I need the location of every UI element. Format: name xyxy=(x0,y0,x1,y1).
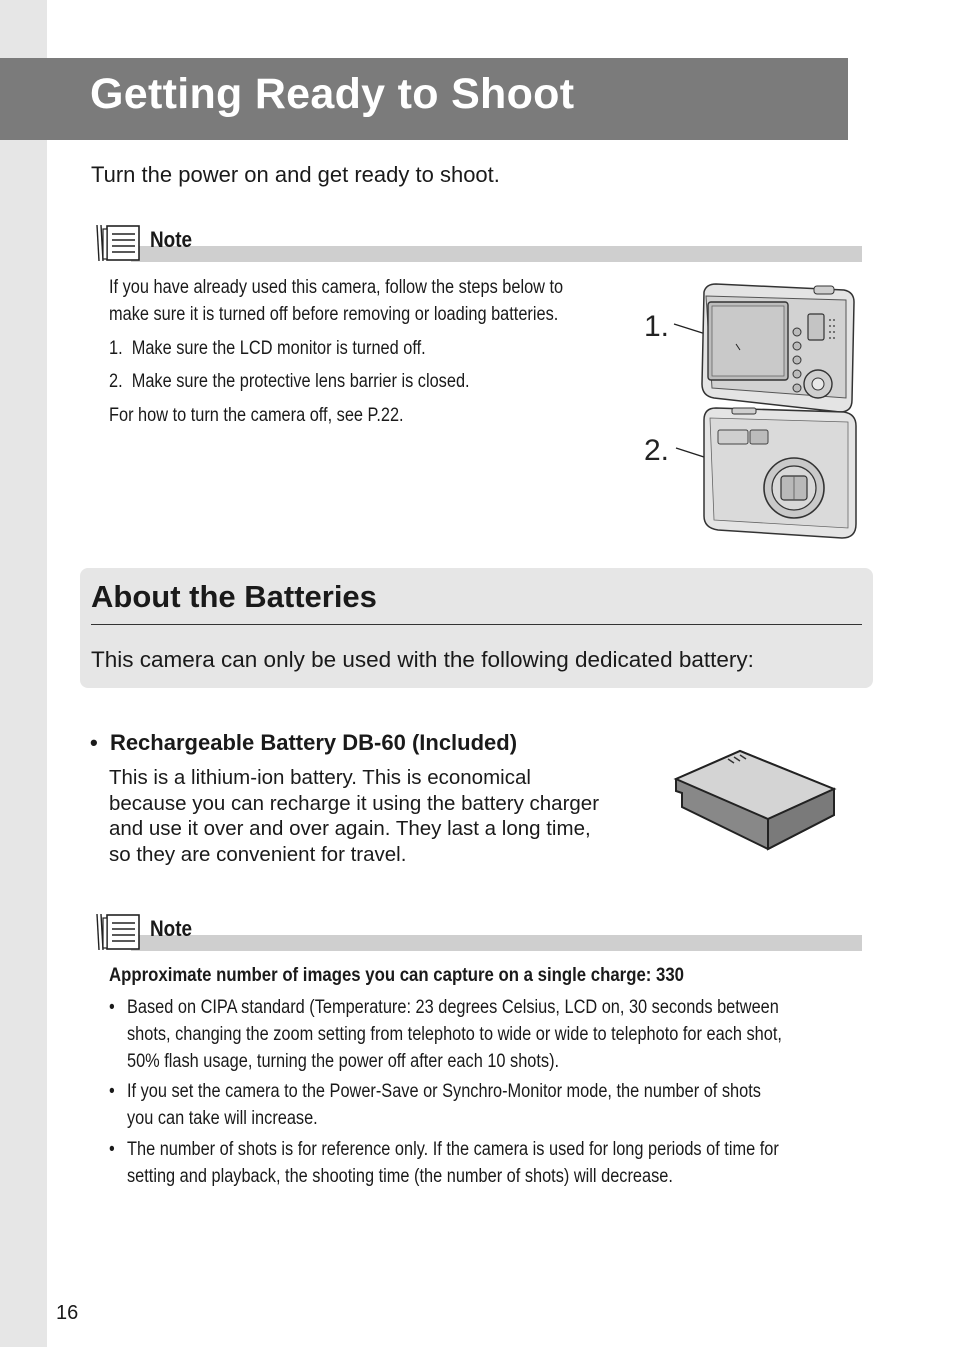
note-label: Note xyxy=(150,916,193,941)
note-bullet-line: setting and playback, the shooting time (the number of shots) will decrease. xyxy=(127,1166,673,1187)
note-bullet-line: Based on CIPA standard (Temperature: 23 degrees Celsius, LCD on, 30 seconds between xyxy=(127,997,779,1018)
page-title: Getting Ready to Shoot xyxy=(90,70,575,118)
note-footer: For how to turn the camera off, see P.22. xyxy=(109,405,404,426)
note-bullet-marker: • xyxy=(109,1139,115,1160)
description-line: This is a lithium-ion battery. This is economical xyxy=(109,766,531,789)
intro-text: Turn the power on and get ready to shoot. xyxy=(91,162,500,187)
memo-pad-icon xyxy=(93,223,143,263)
note-heading: Approximate number of images you can capture on a single charge: 330 xyxy=(109,964,685,986)
note-label: Note xyxy=(150,227,193,252)
figure-label-2: 2. xyxy=(644,434,670,467)
battery-description xyxy=(109,765,649,867)
camera-illustration xyxy=(640,280,862,542)
step-number: 1. xyxy=(109,338,123,359)
page-number: 16 xyxy=(56,1302,79,1324)
description-line: and use it over and over again. They last a long time, xyxy=(109,817,591,840)
note-bullet-line: you can take will increase. xyxy=(127,1108,318,1129)
camera-front-view-icon xyxy=(704,408,856,538)
note-paragraph-line: make sure it is turned off before removing or loading batteries. xyxy=(109,304,559,325)
step-text: Make sure the protective lens barrier is closed. xyxy=(131,371,470,392)
note-bullet-line: 50% flash usage, turning the power off after each 10 shots). xyxy=(127,1051,560,1072)
bullet-marker: • xyxy=(90,730,98,755)
note-paragraph-line: If you have already used this camera, follow the steps below to xyxy=(109,277,564,298)
section-title: About the Batteries xyxy=(91,579,377,614)
note-bar xyxy=(131,935,862,951)
note-bullet-marker: • xyxy=(109,1081,115,1102)
note-step-1 xyxy=(109,335,426,362)
page-side-bar xyxy=(0,0,47,1347)
battery-item-name: Rechargeable Battery DB-60 (Included) xyxy=(109,730,518,755)
note-bullet-marker: • xyxy=(109,997,115,1018)
memo-pad-icon xyxy=(93,912,143,952)
section-rule xyxy=(91,624,862,625)
note-header xyxy=(91,223,862,263)
step-number: 2. xyxy=(109,371,123,392)
description-line: so they are convenient for travel. xyxy=(109,842,407,866)
battery-item-title xyxy=(90,730,517,756)
note-step-2 xyxy=(109,368,470,395)
note-bullet-line: If you set the camera to the Power-Save or Synchro-Monitor mode, the number of shots xyxy=(127,1081,761,1102)
description-line: because you can recharge it using the battery charger xyxy=(109,791,600,815)
note-bar xyxy=(131,246,862,262)
note-header xyxy=(91,912,862,952)
camera-back-view-icon xyxy=(702,284,854,412)
battery-icon xyxy=(670,745,840,853)
note-bullet-line: shots, changing the zoom setting from telephoto to wide or wide to telephoto for each shot, xyxy=(127,1024,782,1045)
figure-label-1: 1. xyxy=(644,310,670,343)
section-subtitle: This camera can only be used with the following dedicated battery: xyxy=(91,647,754,672)
step-text: Make sure the LCD monitor is turned off. xyxy=(131,338,426,359)
note-bullet-line: The number of shots is for reference only. If the camera is used for long periods of time for xyxy=(127,1139,779,1160)
